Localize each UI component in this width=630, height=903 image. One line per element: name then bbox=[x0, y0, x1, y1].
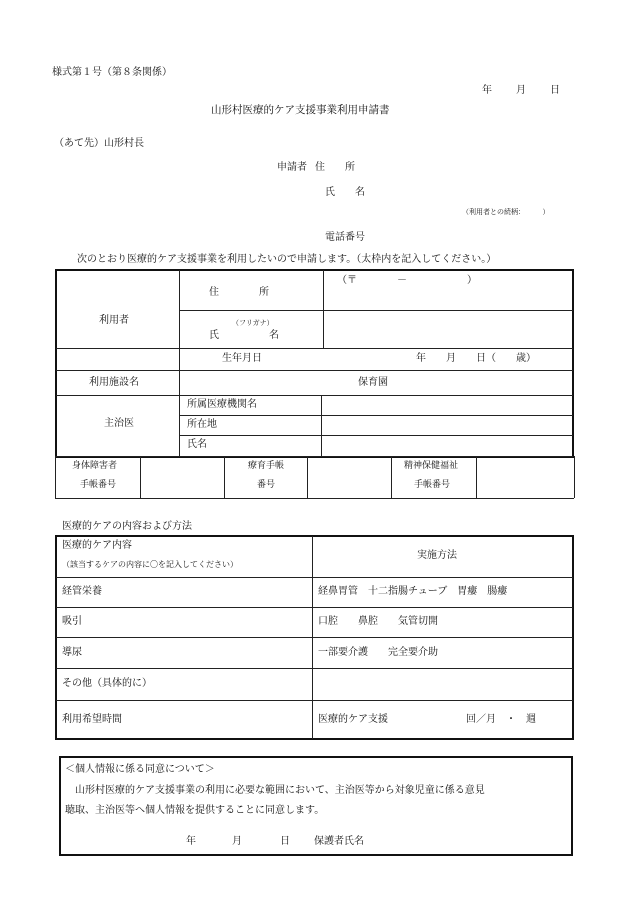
time-label: 利用希望時間 bbox=[62, 714, 122, 725]
care-content-header: 医療的ケア内容 bbox=[62, 540, 132, 551]
applicant-name-label: 氏 名 bbox=[325, 187, 365, 198]
care-row-method[interactable]: 一部要介護 完全要介助 bbox=[318, 647, 438, 658]
care-row-label: 導尿 bbox=[62, 647, 82, 658]
applicant-address-label: 住 所 bbox=[315, 162, 355, 173]
addressee: （あて先）山形村長 bbox=[54, 138, 144, 149]
care-row-label: 経管栄養 bbox=[62, 586, 102, 597]
postal-code-field[interactable]: （〒 － ） bbox=[337, 275, 477, 286]
rehab-cert-label-2: 番号 bbox=[257, 480, 276, 490]
document-title: 山形村医療的ケア支援事業利用申請書 bbox=[211, 104, 390, 116]
guardian-name-label: 保護者氏名 bbox=[314, 836, 364, 847]
consent-day: 日 bbox=[280, 836, 290, 847]
care-section-title: 医療的ケアの内容および方法 bbox=[62, 521, 192, 532]
user-label: 利用者 bbox=[99, 315, 129, 326]
form-number: 様式第１号（第８条関係） bbox=[52, 67, 172, 78]
consent-year: 年 bbox=[186, 836, 196, 847]
time-unit-field[interactable]: 回／月 ・ 週 bbox=[466, 714, 536, 725]
time-method: 医療的ケア支援 bbox=[318, 714, 388, 725]
phone-label: 電話番号 bbox=[325, 232, 365, 243]
dob-value[interactable]: 年 月 日（ 歳） bbox=[416, 353, 536, 364]
consent-title: ＜個人情報に係る同意について＞ bbox=[65, 764, 215, 775]
doctor-label: 主治医 bbox=[104, 418, 134, 429]
medical-institution-label: 所属医療機関名 bbox=[187, 399, 257, 410]
location-label: 所在地 bbox=[187, 419, 217, 430]
date-year: 年 bbox=[482, 85, 492, 96]
care-content-note: （該当するケアの内容に〇を記入してください） bbox=[62, 560, 238, 569]
facility-label: 利用施設名 bbox=[89, 377, 139, 388]
mental-health-cert-label-2: 手帳番号 bbox=[414, 480, 451, 490]
rehab-cert-label-1: 療育手帳 bbox=[248, 461, 285, 471]
doctor-name-label: 氏名 bbox=[187, 439, 207, 450]
care-row-method[interactable]: 口腔 鼻腔 気管切開 bbox=[318, 616, 438, 627]
user-address-label: 住 所 bbox=[209, 287, 269, 298]
care-row-method[interactable]: 経鼻胃管 十二指腸チューブ 胃瘻 腸瘻 bbox=[318, 586, 508, 597]
consent-line-1: 山形村医療的ケア支援事業の利用に必要な範囲において、主治医等から対象児童に係る意見 bbox=[65, 785, 485, 796]
relation-label: （利用者との続柄： ） bbox=[462, 208, 550, 216]
method-header: 実施方法 bbox=[417, 550, 457, 561]
physical-disability-cert-label-2: 手帳番号 bbox=[80, 480, 117, 490]
date-day: 日 bbox=[550, 85, 560, 96]
care-row-label: 吸引 bbox=[62, 616, 82, 627]
physical-disability-cert-label-1: 身体障害者 bbox=[72, 461, 118, 471]
dob-label: 生年月日 bbox=[222, 353, 262, 364]
consent-month: 月 bbox=[232, 836, 242, 847]
care-row-label: その他（具体的に） bbox=[62, 678, 152, 689]
mental-health-cert-label-1: 精神保健福祉 bbox=[404, 461, 459, 471]
applicant-label: 申請者 bbox=[277, 162, 307, 173]
facility-value: 保育園 bbox=[358, 377, 388, 388]
furigana-label: （フリガナ） bbox=[232, 319, 274, 327]
intro-text: 次のとおり医療的ケア支援事業を利用したいので申請します。（太枠内を記入してください。） bbox=[77, 254, 497, 265]
date-month: 月 bbox=[516, 85, 526, 96]
user-name-label: 氏 名 bbox=[209, 330, 279, 341]
consent-line-2: 聴取、主治医等へ個人情報を提供することに同意します。 bbox=[65, 805, 325, 816]
